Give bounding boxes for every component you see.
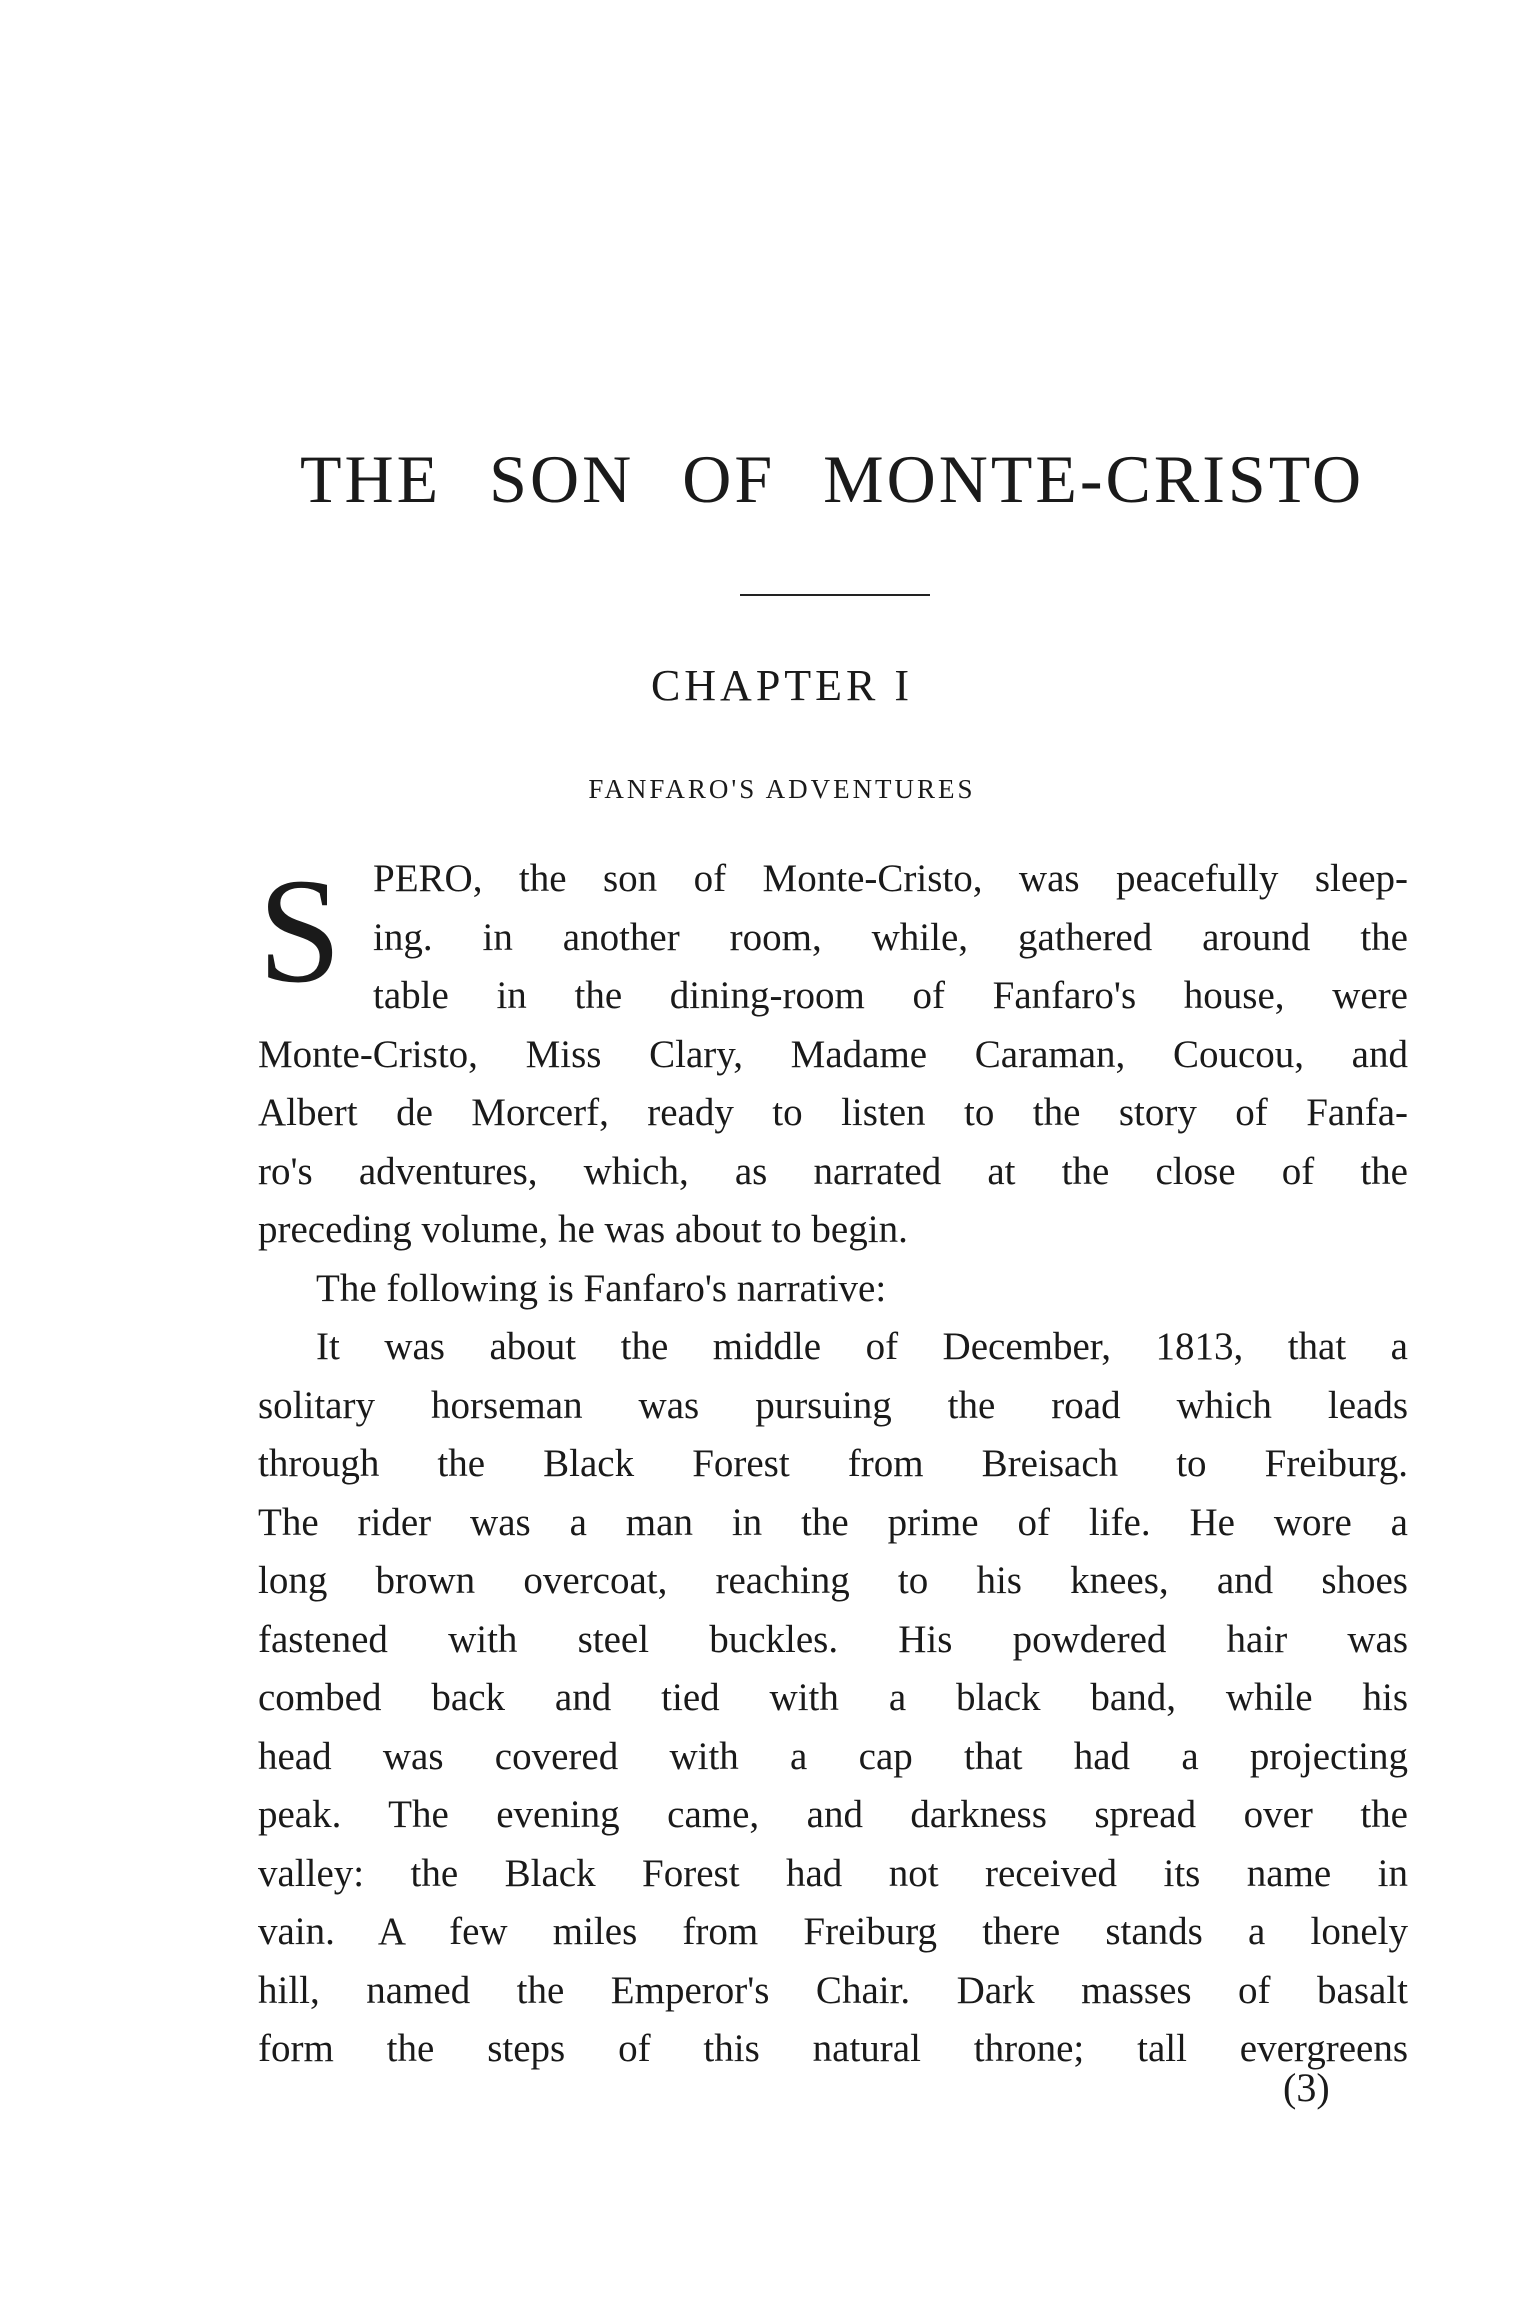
text-line: preceding volume, he was about to begin.: [258, 1208, 908, 1251]
page-number: (3): [1283, 2065, 1330, 2110]
text-line: Monte-Cristo, Miss Clary, Madame Caraman, Coucou, and: [258, 1032, 1408, 1076]
text-line: combed back and tied with a black band, while his: [258, 1676, 1408, 1719]
text-line: The following is Fanfaro's narrative:: [316, 1266, 887, 1310]
text-line: long brown overcoat, reaching to his knees, and shoes: [258, 1559, 1408, 1602]
text-line: Albert de Morcerf, ready to listen to the story of Fanfa-: [258, 1091, 1408, 1134]
chapter-heading: CHAPTER I: [650, 661, 914, 710]
text-line: form the steps of this natural throne; tall evergreens: [258, 2027, 1408, 2070]
text-line: table in the dining-room of Fanfaro's house, were: [373, 974, 1408, 1017]
chapter-subtitle: FANFARO'S ADVENTURES: [588, 774, 976, 804]
text-line: fastened with steel buckles. His powdered hair was: [258, 1617, 1408, 1661]
text-line: through the Black Forest from Breisach to Freiburg.: [258, 1442, 1408, 1485]
drop-cap: S: [258, 848, 342, 1014]
text-line: ing. in another room, while, gathered around the: [373, 915, 1408, 959]
text-line: peak. The evening came, and darkness spread over the: [258, 1793, 1408, 1836]
body-text: [258, 850, 1408, 2079]
text-line: head was covered with a cap that had a projecting: [258, 1734, 1408, 1778]
text-line: PERO, the son of Monte-Cristo, was peacefully sleep-: [373, 857, 1408, 900]
text-line: solitary horseman was pursuing the road which leads: [258, 1383, 1408, 1427]
text-line: It was about the middle of December, 1813, that a: [316, 1325, 1408, 1368]
text-line: The rider was a man in the prime of life. He wore a: [258, 1500, 1408, 1544]
title-divider: [740, 594, 930, 596]
text-line: valley: the Black Forest had not received its name in: [258, 1851, 1408, 1895]
book-title: THE SON OF MONTE-CRISTO: [300, 441, 1365, 517]
text-line: hill, named the Emperor's Chair. Dark masses of basalt: [258, 1968, 1408, 2012]
text-line: ro's adventures, which, as narrated at the close of the: [258, 1149, 1408, 1193]
text-line: vain. A few miles from Freiburg there stands a lonely: [258, 1910, 1408, 1953]
